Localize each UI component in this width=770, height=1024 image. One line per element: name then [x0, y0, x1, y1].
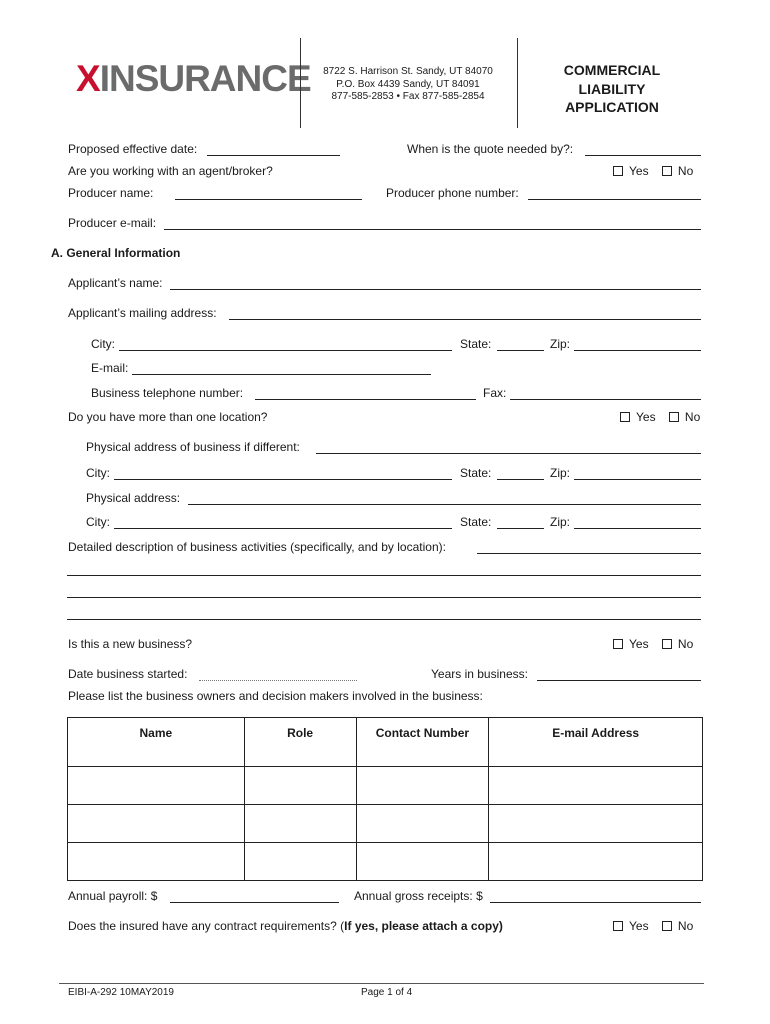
applicant-name-field[interactable]	[170, 289, 701, 290]
company-address: 8722 S. Harrison St. Sandy, UT 84070 P.O. Box 4439 Sandy, UT 84091 877-585-2853 • Fax 877-585-2854	[323, 66, 493, 102]
company-logo: XINSURANCE	[76, 58, 311, 99]
years-in-business-label: Years in business:	[431, 667, 528, 681]
mailing-city-field[interactable]	[119, 350, 452, 351]
footer-divider	[59, 983, 704, 984]
owners-table	[67, 717, 703, 881]
location2-zip-field[interactable]	[574, 479, 701, 480]
fax-field[interactable]	[510, 399, 701, 400]
mailing-address-label: Applicant’s mailing address:	[68, 306, 217, 320]
description-label: Detailed description of business activities (specifically, and by location):	[68, 540, 446, 554]
date-started-label: Date business started:	[68, 667, 188, 681]
location2-zip-label: Zip:	[550, 466, 571, 480]
table-cell[interactable]	[489, 767, 703, 805]
table-row	[68, 843, 703, 881]
description-field-line[interactable]	[67, 619, 701, 620]
more-locations-yes-checkbox[interactable]	[620, 412, 630, 422]
applicant-name-label: Applicant’s name:	[68, 276, 163, 290]
agent-question-label: Are you working with an agent/broker?	[68, 164, 273, 178]
email-field[interactable]	[132, 374, 431, 375]
table-row	[68, 805, 703, 843]
more-locations-label: Do you have more than one location?	[68, 410, 268, 424]
physical-if-different-label: Physical address of business if different:	[86, 440, 300, 454]
effective-date-label: Proposed effective date:	[68, 142, 198, 156]
form-title: COMMERCIAL LIABILITY APPLICATION	[563, 62, 661, 115]
new-business-label: Is this a new business?	[68, 637, 193, 651]
mailing-address-field[interactable]	[229, 319, 701, 320]
contract-yes-checkbox[interactable]	[613, 921, 623, 931]
section-a-heading: A. General Information	[51, 246, 181, 260]
quote-needed-field[interactable]	[585, 155, 701, 156]
producer-phone-field[interactable]	[528, 199, 701, 200]
table-cell[interactable]	[489, 805, 703, 843]
table-cell[interactable]	[489, 843, 703, 881]
table-cell[interactable]	[244, 843, 356, 881]
business-phone-field[interactable]	[255, 399, 476, 400]
email-label: E-mail:	[91, 361, 129, 375]
contract-yes-no: Yes No	[613, 919, 693, 933]
location3-state-label: State:	[460, 515, 492, 529]
header-divider	[517, 38, 518, 128]
quote-needed-label: When is the quote needed by?:	[407, 142, 574, 156]
new-business-yes-no: Yes No	[613, 637, 693, 651]
date-started-field[interactable]	[199, 680, 357, 681]
form-id: EIBI-A-292 10MAY2019	[68, 987, 174, 998]
fax-label: Fax:	[483, 386, 507, 400]
producer-email-label: Producer e-mail:	[68, 216, 157, 230]
location3-zip-label: Zip:	[550, 515, 571, 529]
years-in-business-field[interactable]	[537, 680, 701, 681]
location2-state-label: State:	[460, 466, 492, 480]
page-number: Page 1 of 4	[361, 987, 413, 998]
new-business-no-checkbox[interactable]	[662, 639, 672, 649]
mailing-state-field[interactable]	[497, 350, 544, 351]
table-cell[interactable]	[68, 843, 245, 881]
description-field-line[interactable]	[67, 597, 701, 598]
more-locations-yes-no: Yes No	[620, 410, 700, 424]
location3-city-label: City:	[86, 515, 110, 529]
contract-no-checkbox[interactable]	[662, 921, 672, 931]
annual-receipts-field[interactable]	[490, 902, 701, 903]
owners-table-header	[68, 718, 703, 767]
producer-email-field[interactable]	[164, 229, 701, 230]
physical-address-label: Physical address:	[86, 491, 181, 505]
table-row	[68, 767, 703, 805]
annual-payroll-field[interactable]	[170, 902, 339, 903]
table-cell[interactable]	[244, 767, 356, 805]
effective-date-field[interactable]	[207, 155, 340, 156]
table-cell[interactable]	[356, 843, 489, 881]
column-header-email: E-mail Address	[489, 718, 703, 767]
location2-city-field[interactable]	[114, 479, 452, 480]
producer-name-label: Producer name:	[68, 186, 154, 200]
location2-state-field[interactable]	[497, 479, 544, 480]
new-business-yes-checkbox[interactable]	[613, 639, 623, 649]
table-cell[interactable]	[356, 805, 489, 843]
owners-prompt: Please list the business owners and decision makers involved in the business:	[68, 689, 483, 703]
business-phone-label: Business telephone number:	[91, 386, 244, 400]
location2-city-label: City:	[86, 466, 110, 480]
description-field-line[interactable]	[67, 575, 701, 576]
table-cell[interactable]	[68, 805, 245, 843]
mailing-zip-label: Zip:	[550, 337, 571, 351]
mailing-city-label: City:	[91, 337, 115, 351]
agent-no-checkbox[interactable]	[662, 166, 672, 176]
annual-payroll-label: Annual payroll: $	[68, 889, 158, 903]
column-header-role: Role	[244, 718, 356, 767]
contract-question-label: Does the insured have any contract requirements? (If yes, please attach a copy)	[68, 919, 503, 933]
producer-phone-label: Producer phone number:	[386, 186, 519, 200]
physical-if-different-field[interactable]	[316, 453, 701, 454]
column-header-name: Name	[68, 718, 245, 767]
description-field-line[interactable]	[477, 553, 701, 554]
producer-name-field[interactable]	[175, 199, 362, 200]
agent-yes-no: Yes No	[613, 164, 693, 178]
column-header-contact: Contact Number	[356, 718, 489, 767]
table-cell[interactable]	[356, 767, 489, 805]
table-cell[interactable]	[68, 767, 245, 805]
physical-address-field[interactable]	[188, 504, 701, 505]
location3-city-field[interactable]	[114, 528, 452, 529]
mailing-zip-field[interactable]	[574, 350, 701, 351]
agent-yes-checkbox[interactable]	[613, 166, 623, 176]
annual-receipts-label: Annual gross receipts: $	[354, 889, 483, 903]
location3-zip-field[interactable]	[574, 528, 701, 529]
mailing-state-label: State:	[460, 337, 492, 351]
location3-state-field[interactable]	[497, 528, 544, 529]
table-cell[interactable]	[244, 805, 356, 843]
more-locations-no-checkbox[interactable]	[669, 412, 679, 422]
